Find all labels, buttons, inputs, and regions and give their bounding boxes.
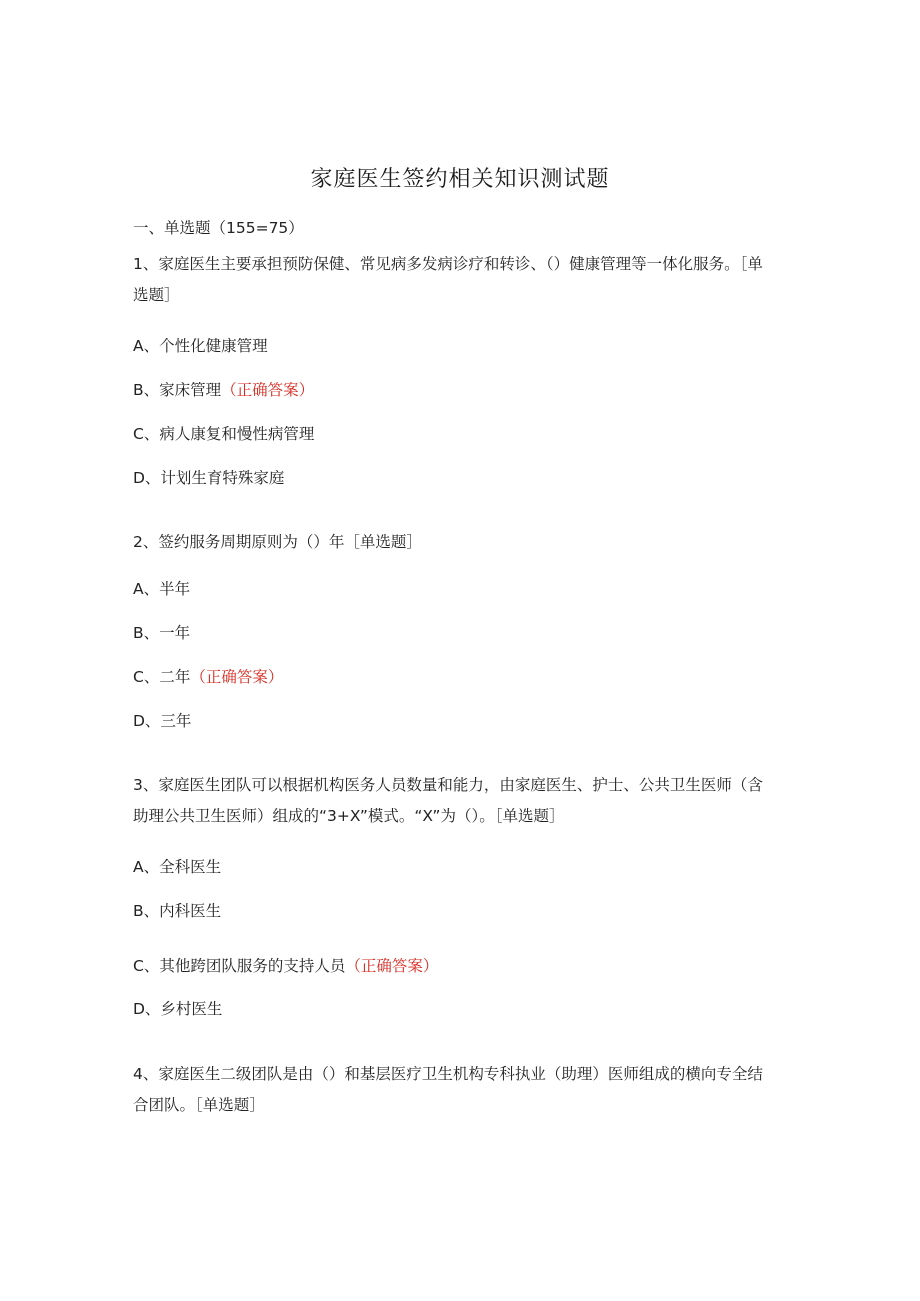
question-1-option-a: A、个性化健康管理 (133, 337, 268, 355)
question-2-option-d: D、三年 (133, 712, 192, 730)
question-2-option-b: B、一年 (133, 624, 191, 642)
question-3-option-b: B、内科医生 (133, 902, 222, 920)
document-title: 家庭医生签约相关知识测试题 (310, 167, 610, 192)
question-2-option-c: C、二年（正确答案） (133, 668, 284, 686)
section-heading: 一、单选题（155=75） (133, 219, 304, 237)
question-4-stem: 4、家庭医生二级团队是由（）和基层医疗卫生机构专科执业（助理）医师组成的横向专全结合团队。［单选题］ (133, 1065, 763, 1114)
correct-answer-mark: （正确答案） (190, 668, 284, 686)
question-3-stem: 3、家庭医生团队可以根据机构医务人员数量和能力，由家庭医生、护士、公共卫生医师（含助理公共卫生医师）组成的“3+X”模式。“X”为（）。［单选题］ (133, 776, 763, 825)
question-1-option-c: C、病人康复和慢性病管理 (133, 425, 315, 443)
question-2-option-a: A、半年 (133, 580, 191, 598)
question-3-option-a: A、全科医生 (133, 858, 222, 876)
question-1-stem: 1、家庭医生主要承担预防保健、常见病多发病诊疗和转诊、（）健康管理等一体化服务。［单选题］ (133, 255, 763, 304)
question-3-option-d: D、乡村医生 (133, 1000, 223, 1018)
correct-answer-mark: （正确答案） (345, 957, 439, 975)
question-1-option-d: D、计划生育特殊家庭 (133, 469, 285, 487)
question-2-stem: 2、签约服务周期原则为（）年［单选题］ (133, 533, 422, 551)
question-3-option-c: C、其他跨团队服务的支持人员（正确答案） (133, 957, 439, 975)
correct-answer-mark: （正确答案） (221, 381, 315, 399)
question-1-option-b: B、家床管理（正确答案） (133, 381, 315, 399)
